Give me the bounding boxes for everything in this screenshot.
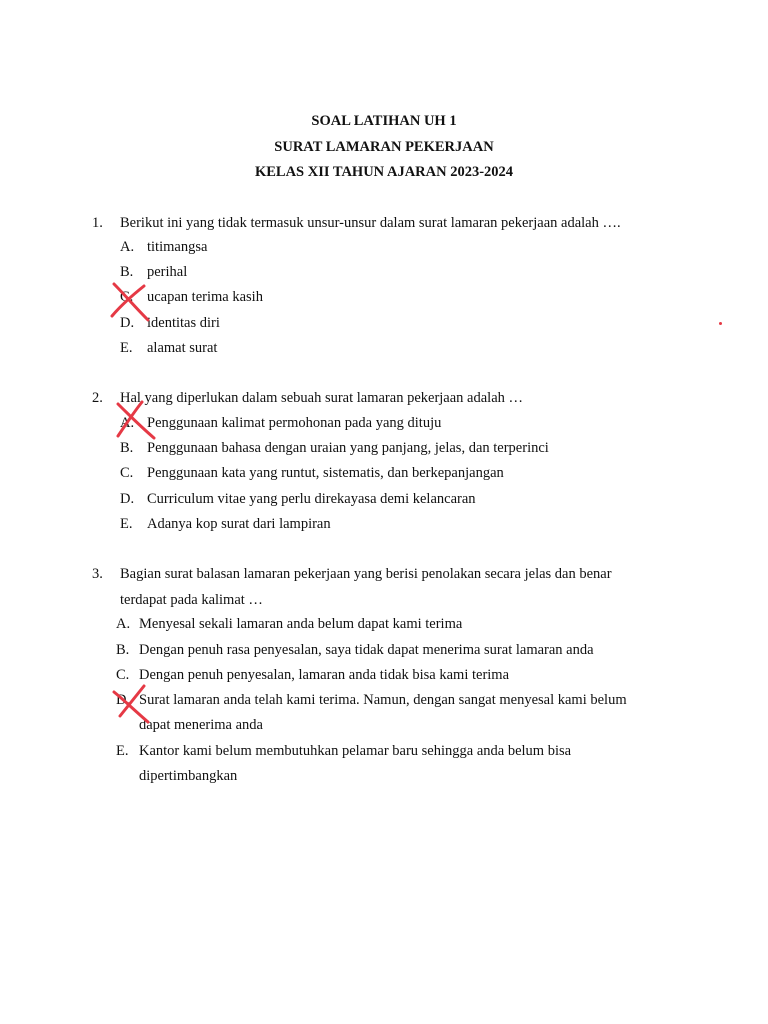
question-text: Hal yang diperlukan dalam sebuah surat lamaran pekerjaan adalah …	[120, 390, 524, 406]
option-text: Penggunaan kalimat permohonan pada yang dituju	[147, 415, 442, 431]
option-text: identitas diri	[147, 315, 220, 331]
option-text: Curriculum vitae yang perlu direkayasa demi kelancaran	[147, 491, 476, 507]
option-letter: A.	[116, 616, 131, 632]
question-text-continued: terdapat pada kalimat …	[120, 592, 263, 608]
option-letter: C.	[120, 289, 134, 305]
red-dot-mark	[719, 322, 722, 325]
option-text: titimangsa	[147, 239, 208, 255]
title-line-2: SURAT LAMARAN PEKERJAAN	[274, 139, 494, 155]
option-letter: E.	[120, 340, 133, 356]
option-letter: A.	[120, 239, 135, 255]
option-text: Penggunaan kata yang runtut, sistematis, dan berkepanjangan	[147, 465, 504, 481]
option-letter: A.	[120, 415, 135, 431]
question-number: 2.	[92, 390, 103, 406]
title-line-1: SOAL LATIHAN UH 1	[311, 113, 457, 129]
option-letter: C.	[120, 465, 134, 481]
title-line-3: KELAS XII TAHUN AJARAN 2023-2024	[254, 164, 514, 180]
option-letter: B.	[120, 264, 134, 280]
option-letter: D.	[116, 692, 131, 708]
question-number: 1.	[92, 215, 103, 231]
option-text: Penggunaan bahasa dengan uraian yang panjang, jelas, dan terperinci	[147, 440, 549, 456]
option-letter: E.	[116, 743, 129, 759]
option-text: Adanya kop surat dari lampiran	[147, 516, 331, 532]
option-text: ucapan terima kasih	[147, 289, 263, 305]
option-letter: B.	[120, 440, 134, 456]
option-text: perihal	[147, 264, 188, 280]
option-letter: D.	[120, 315, 135, 331]
question-text: Berikut ini yang tidak termasuk unsur-unsur dalam surat lamaran pekerjaan adalah ….	[120, 215, 621, 231]
option-letter: E.	[120, 516, 133, 532]
option-text: Menyesal sekali lamaran anda belum dapat kami terima	[139, 616, 463, 632]
option-text: Dengan penuh rasa penyesalan, saya tidak dapat menerima surat lamaran anda	[139, 642, 594, 658]
option-text: Dengan penuh penyesalan, lamaran anda tidak bisa kami terima	[139, 667, 510, 683]
option-text-continued: dapat menerima anda	[139, 717, 263, 733]
option-text-continued: dipertimbangkan	[139, 768, 238, 784]
option-text: Surat lamaran anda telah kami terima. Namun, dengan sangat menyesal kami belum	[139, 692, 627, 708]
question-text: Bagian surat balasan lamaran pekerjaan yang berisi penolakan secara jelas dan benar	[120, 566, 612, 582]
option-text: alamat surat	[147, 340, 218, 356]
question-number: 3.	[92, 566, 103, 582]
option-letter: C.	[116, 667, 130, 683]
option-text: Kantor kami belum membutuhkan pelamar baru sehingga anda belum bisa	[139, 743, 572, 759]
option-letter: B.	[116, 642, 130, 658]
option-letter: D.	[120, 491, 135, 507]
